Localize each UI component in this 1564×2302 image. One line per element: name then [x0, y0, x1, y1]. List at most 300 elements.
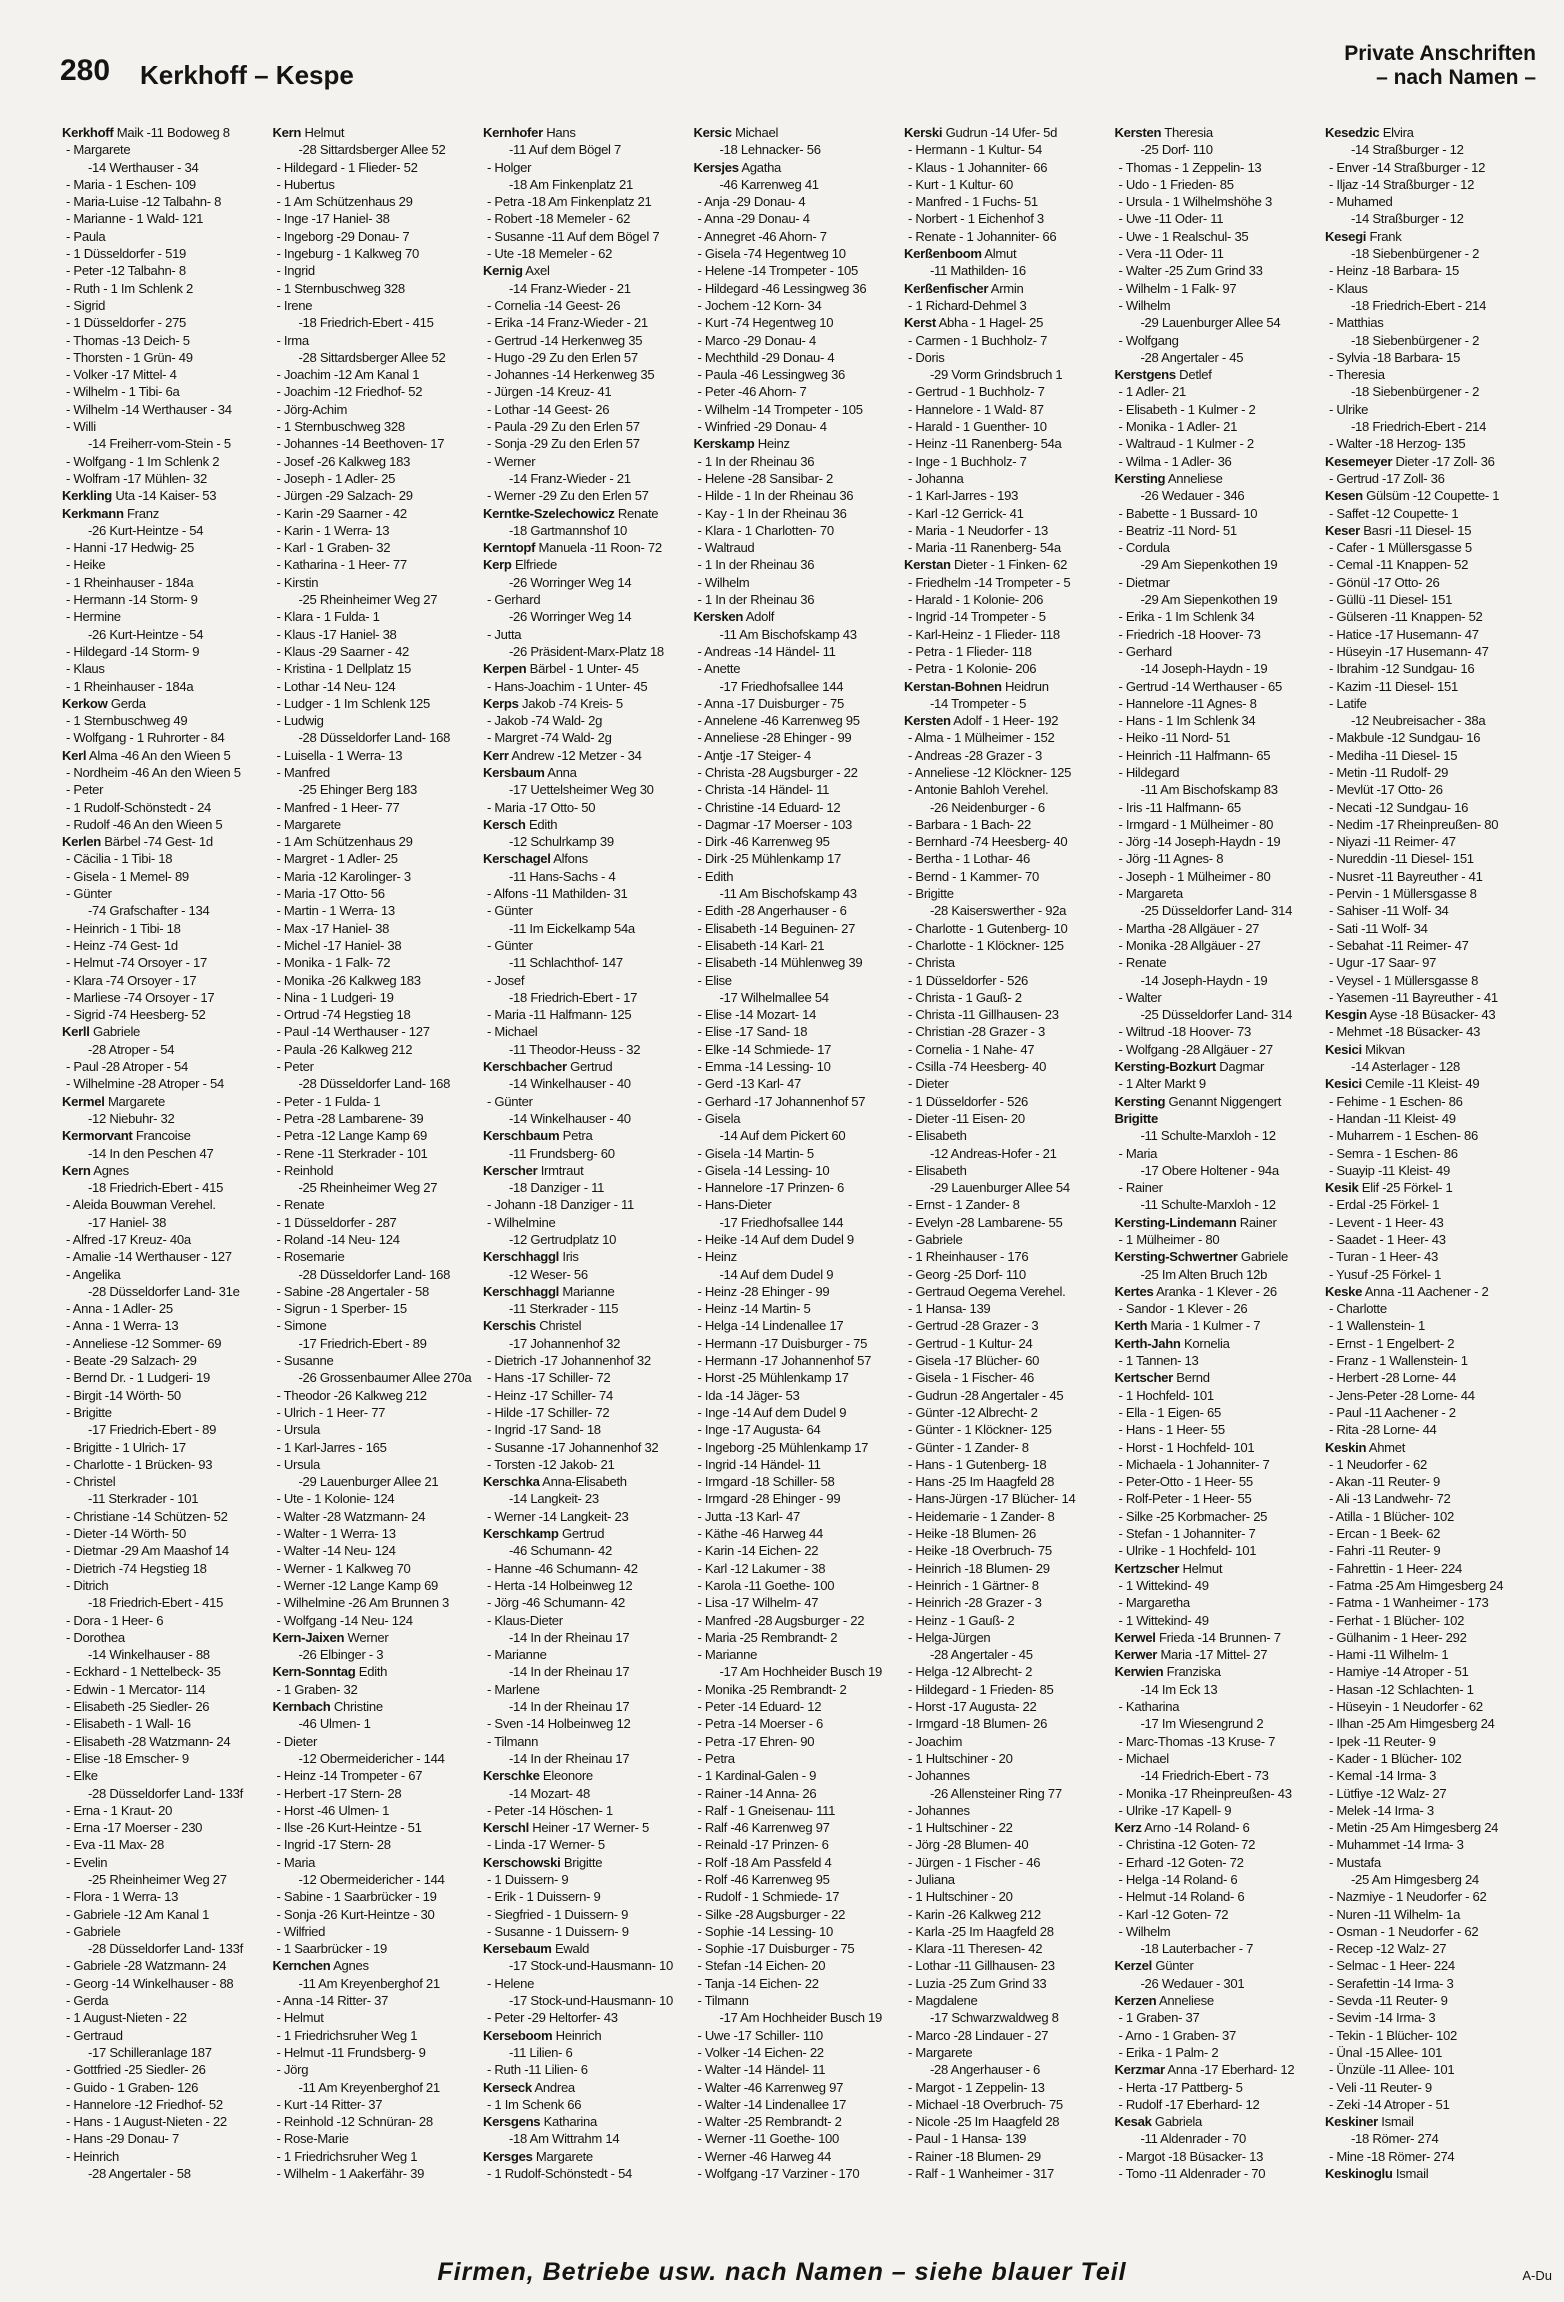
directory-entry: - Nusret -11 Bayreuther - 41 — [1329, 868, 1483, 884]
directory-entry: - Ibrahim -12 Sundgau- 16 — [1329, 661, 1475, 677]
directory-entry: -14 Franz-Wieder - 21 — [509, 470, 631, 486]
directory-entry: - Sonja -26 Kurt-Heintze - 30 — [276, 1906, 435, 1922]
surname: Kerschkamp — [483, 1526, 559, 1542]
directory-entry: - Hannelore -17 Prinzen- 6 — [697, 1180, 844, 1196]
directory-entry: -14 In der Rheinau 17 — [509, 1750, 630, 1766]
directory-entry: - Anneliese -12 Sommer- 69 — [66, 1335, 222, 1351]
directory-entry: - Petra -17 Ehren- 90 — [697, 1733, 815, 1749]
directory-entry: - Joachim -12 Friedhof- 52 — [276, 384, 423, 400]
directory-entry: - Hermann -14 Storm- 9 — [66, 592, 198, 608]
directory-entry: - Walter - 1 Werra- 13 — [276, 1526, 396, 1542]
directory-entry: - 1 Wallenstein- 1 — [1329, 1318, 1425, 1334]
directory-entry: -11 Aldenrader - 70 — [1140, 2131, 1246, 2147]
directory-entry: Kerkhoff Maik -11 Bodoweg 8 — [62, 125, 230, 140]
directory-entry: - Ernst - 1 Zander- 8 — [908, 1197, 1020, 1213]
directory-entry: -14 Franz-Wieder - 21 — [509, 280, 631, 296]
directory-entry: - Rita -28 Lorne- 44 — [1329, 1422, 1437, 1438]
directory-column — [1325, 124, 1535, 2184]
directory-entry: - 1 Sternbuschweg 49 — [66, 713, 188, 729]
surname: Kersting — [1114, 470, 1166, 486]
directory-entry: - Dieter -14 Wörth- 50 — [66, 1526, 187, 1542]
directory-entry — [904, 2182, 1114, 2184]
directory-entry: -29 Am Siepenkothen 19 — [1140, 592, 1278, 608]
surname: Kersting-Bozkurt — [1114, 1059, 1216, 1075]
surname: Brigitte — [1114, 1110, 1158, 1126]
directory-entry: - Maria -17 Otto- 50 — [487, 799, 596, 815]
surname: Kerkling — [62, 488, 112, 504]
directory-entry: - Paula — [66, 228, 106, 244]
directory-entry: - Sabine - 1 Saarbrücker - 19 — [276, 1889, 437, 1905]
directory-entry: - Irmgard -18 Blumen- 26 — [908, 1716, 1048, 1732]
directory-entry: - Erna -17 Moerser - 230 — [66, 1820, 203, 1836]
directory-entry: - Veli -11 Reuter- 9 — [1329, 2079, 1432, 2095]
directory-entry: -25 Rheinheimer Weg 27 — [88, 1871, 227, 1887]
directory-entry: - Heinz -18 Barbara- 15 — [1329, 263, 1459, 279]
directory-entry: -28 Angerhauser - 6 — [930, 2062, 1041, 2078]
directory-entry: - Dieter — [276, 1733, 318, 1749]
directory-entry: - Gönül -17 Otto- 26 — [1329, 574, 1440, 590]
directory-entry: - Tilmann — [487, 1733, 539, 1749]
directory-entry: - Inge -14 Auf dem Dudel 9 — [697, 1404, 847, 1420]
surname: Kerßenboom — [904, 246, 982, 262]
directory-entry: - Helene -28 Sansibar- 2 — [697, 470, 833, 486]
directory-entry: - Silke -25 Korbmacher- 25 — [1118, 1508, 1268, 1524]
directory-entry: -11 Am Kreyenberghof 21 — [298, 1975, 440, 1991]
directory-entry: - Werner - 1 Kalkweg 70 — [276, 1560, 411, 1576]
directory-entry: - Herbert -17 Stern- 28 — [276, 1785, 402, 1801]
directory-entry: - Peter -14 Eduard- 12 — [697, 1699, 822, 1715]
directory-entry: - Dirk -46 Karrenweg 95 — [697, 834, 830, 850]
directory-entry: - Wilhelmine -26 Am Brunnen 3 — [276, 1595, 450, 1611]
surname — [273, 2183, 313, 2184]
directory-entry: - Dirk -25 Mühlenkamp 17 — [697, 851, 841, 867]
directory-entry: -14 Auf dem Pickert 60 — [719, 1128, 846, 1144]
surname: Kerzmar — [1114, 2062, 1165, 2078]
directory-entry: - 1 Im Schenk 66 — [487, 2096, 582, 2112]
directory-entry: - Irmgard - 1 Mülheimer - 80 — [1118, 816, 1274, 832]
directory-entry: -11 Sterkrader - 115 — [509, 1301, 619, 1317]
directory-entry: Kerscher Irmtraut — [483, 1162, 584, 1178]
directory-entry: Kerst Abha - 1 Hagel- 25 — [904, 315, 1044, 331]
directory-entry: -18 Am Finkenplatz 21 — [509, 176, 633, 192]
directory-entry: - Georg -25 Dorf- 110 — [908, 1266, 1026, 1282]
directory-entry: - Josef — [487, 972, 525, 988]
directory-entry: - Melek -14 Irma- 3 — [1329, 1802, 1434, 1818]
directory-entry: - Ferhat - 1 Blücher- 102 — [1329, 1612, 1465, 1628]
directory-entry: - Elisabeth -28 Watzmann- 24 — [66, 1733, 231, 1749]
directory-entry: - Wilhelm - 1 Tibi- 6a — [66, 384, 180, 400]
directory-entry: - Hildegard - 1 Flieder- 52 — [276, 159, 418, 175]
directory-entry: - Ursula — [276, 1422, 320, 1438]
directory-entry: - Maria - 1 Eschen- 109 — [66, 176, 196, 192]
directory-entry: - Inge -17 Haniel- 38 — [276, 211, 390, 227]
directory-entry: - Paul -28 Atroper - 54 — [66, 1059, 188, 1075]
directory-entry: -14 Straßburger - 12 — [1351, 211, 1464, 227]
directory-entry: Kerschbacher Gertrud — [483, 1059, 613, 1075]
directory-entry: - Tomo -11 Aldenrader - 70 — [1118, 2166, 1266, 2182]
directory-entry: - Monika -28 Allgäuer - 27 — [1118, 937, 1261, 953]
directory-entry: - 1 Düsseldorfer - 287 — [276, 1214, 397, 1230]
directory-entry: - Brigitte - 1 Ulrich- 17 — [66, 1439, 186, 1455]
directory-entry: Kersch Edith — [483, 816, 558, 832]
directory-entry: - Hannelore -12 Friedhof- 52 — [66, 2096, 223, 2112]
directory-entry: -11 Hans-Sachs - 4 — [509, 868, 616, 884]
directory-entry: - Michael — [1118, 1750, 1169, 1766]
directory-entry: - Gülseren -11 Knappen- 52 — [1329, 609, 1483, 625]
surname: Kerschl — [483, 1820, 529, 1836]
surname: Kerseboom — [483, 2027, 553, 2043]
directory-entry: - Harald - 1 Guenther- 10 — [908, 419, 1047, 435]
surname: Keskin — [1325, 1439, 1367, 1455]
directory-entry: - Anna - 1 Adler- 25 — [66, 1301, 173, 1317]
directory-entry: Kersting Anneliese — [1114, 470, 1223, 486]
directory-entry: -17 Obere Holtener - 94a — [1140, 1162, 1279, 1178]
directory-entry: -18 Römer- 274 — [1351, 2131, 1439, 2147]
directory-entry: - Ulrike - 1 Hochfeld- 101 — [1118, 1543, 1257, 1559]
directory-entry: Kerßenboom Almut — [904, 246, 1017, 262]
directory-entry: -29 Lauenburger Allee 54 — [930, 1180, 1070, 1196]
directory-entry: - Ralf -46 Karrenweg 97 — [697, 1820, 830, 1836]
directory-entry: - Kurt -14 Ritter- 37 — [276, 2096, 383, 2112]
directory-entry: - Heinrich — [66, 2148, 120, 2164]
directory-entry: - Heinrich -28 Grazer - 3 — [908, 1595, 1042, 1611]
directory-entry: - Elisabeth -14 Karl- 21 — [697, 937, 825, 953]
directory-entry: -46 Schumann- 42 — [509, 1543, 612, 1559]
directory-entry: Kerschhaggl Marianne — [483, 1283, 615, 1299]
directory-entry: - Sabine -28 Angertaler - 58 — [276, 1283, 429, 1299]
directory-entry: - Elise — [697, 972, 732, 988]
surname: Kerwien — [1114, 1664, 1164, 1680]
directory-entry: Kermorvant Francoise — [62, 1128, 191, 1144]
directory-entry: Kesik Elif -25 Förkel- 1 — [1325, 1180, 1453, 1196]
directory-entry: - Maria -17 Otto- 56 — [276, 886, 385, 902]
directory-entry: - Hildegard -46 Lessingweg 36 — [697, 280, 867, 296]
directory-entry: - Susanne - 1 Duissern- 9 — [487, 1923, 629, 1939]
section-title — [1344, 42, 1536, 90]
directory-entry: -17 Am Hochheider Busch 19 — [719, 2010, 883, 2026]
surname: Kersgens — [483, 2114, 541, 2130]
directory-entry: - 1 Rheinhauser - 184a — [66, 574, 194, 590]
directory-entry: -17 Johannenhof 32 — [509, 1335, 621, 1351]
directory-entry: - Marianne - 1 Wald- 121 — [66, 211, 204, 227]
directory-entry: - Gertraud Oegema Verehel. — [908, 1283, 1066, 1299]
surname: Kerl — [62, 747, 87, 763]
directory-entry: - Tanja -14 Eichen- 22 — [697, 1975, 819, 1991]
directory-entry: Kerstan Dieter - 1 Finken- 62 — [904, 557, 1068, 573]
directory-entry: - Petra -14 Moerser - 6 — [697, 1716, 824, 1732]
directory-entry: -11 Schlachthof- 147 — [509, 955, 623, 971]
directory-entry: Kerntke-Szelechowicz Renate — [483, 505, 659, 521]
directory-column — [62, 124, 272, 2184]
directory-entry: - Mehmet -18 Büsacker- 43 — [1329, 1024, 1481, 1040]
directory-entry: - Jens-Peter -28 Lorne- 44 — [1329, 1387, 1475, 1403]
directory-entry: - Georg -14 Winkelhauser - 88 — [66, 1975, 234, 1991]
directory-entry: - Monika -17 Rheinpreußen- 43 — [1118, 1785, 1292, 1801]
directory-entry: -28 Sittardsberger Allee 52 — [298, 142, 446, 158]
directory-entry: -14 Auf dem Dudel 9 — [719, 1266, 834, 1282]
directory-entry: -18 Friedrich-Ebert - 17 — [509, 989, 638, 1005]
directory-entry: -17 Haniel- 38 — [88, 1214, 167, 1230]
directory-entry: - Michel -17 Haniel- 38 — [276, 937, 402, 953]
surname: Kerstan — [904, 557, 951, 573]
directory-entry: - Muharrem - 1 Eschen- 86 — [1329, 1128, 1478, 1144]
directory-entry: -17 Uettelsheimer Weg 30 — [509, 782, 654, 798]
surname: Kersting-Schwertner — [1114, 1249, 1238, 1265]
directory-entry: - Wilfried — [276, 1923, 326, 1939]
directory-entry: - Johannes -14 Beethoven- 17 — [276, 436, 445, 452]
directory-entry: - Nedim -17 Rheinpreußen- 80 — [1329, 816, 1499, 832]
directory-entry: - Ludger - 1 Im Schlenk 125 — [276, 695, 430, 711]
directory-entry: - Sati -11 Wolf- 34 — [1329, 920, 1428, 936]
directory-entry: - Margot - 1 Zeppelin- 13 — [908, 2079, 1045, 2095]
directory-entry: - Rolf-Peter - 1 Heer- 55 — [1118, 1491, 1252, 1507]
directory-entry: - Hermann -17 Johannenhof 57 — [697, 1353, 872, 1369]
directory-entry: - Rose-Marie — [276, 2131, 349, 2147]
directory-entry: -18 Friedrich-Ebert - 415 — [298, 315, 434, 331]
directory-entry: -14 Friedrich-Ebert - 73 — [1140, 1768, 1269, 1784]
directory-entry: - Peter -29 Heltorfer- 43 — [487, 2010, 618, 2026]
directory-entry: - Bernd - 1 Kammer- 70 — [908, 868, 1039, 884]
directory-entry: Kerpen Bärbel - 1 Unter- 45 — [483, 661, 639, 677]
directory-entry: - Irma — [276, 332, 309, 348]
directory-entry: - Helmut — [276, 2010, 324, 2026]
directory-entry: - Johannes -14 Herkenweg 35 — [487, 367, 655, 383]
directory-entry: - Volker -17 Mittel- 4 — [66, 367, 177, 383]
directory-entry: -25 Rheinheimer Weg 27 — [298, 1180, 438, 1196]
directory-entry: - 1 In der Rheinau 36 — [697, 453, 815, 469]
directory-entry: - Lothar -14 Neu- 124 — [276, 678, 396, 694]
directory-entry: - Winfried -29 Donau- 4 — [697, 419, 827, 435]
directory-entry: - Suayip -11 Kleist- 49 — [1329, 1162, 1450, 1178]
directory-entry: - Wilhelm -14 Trompeter - 105 — [697, 401, 863, 417]
directory-entry: Kernig Axel — [483, 263, 550, 279]
directory-entry: - Cornelia - 1 Nahe- 47 — [908, 1041, 1035, 1057]
directory-entry: - 1 Friedrichsruher Weg 1 — [276, 2027, 418, 2043]
surname: Kersch — [483, 816, 526, 832]
directory-entry: - Zeki -14 Atroper - 51 — [1329, 2096, 1450, 2112]
directory-entry: -12 Andreas-Hofer - 21 — [930, 1145, 1057, 1161]
directory-entry: Kersting-Bozkurt Dagmar — [1114, 1059, 1265, 1075]
directory-entry: -18 Am Wittrahm 14 — [509, 2131, 620, 2147]
directory-entry: Kerseboom Heinrich — [483, 2027, 602, 2043]
directory-entry: Kesemeyer Dieter -17 Zoll- 36 — [1325, 453, 1495, 469]
page-number: 280 — [60, 54, 111, 87]
directory-entry: - Heike -18 Blumen- 26 — [908, 1526, 1037, 1542]
directory-entry: - Bertha - 1 Lothar- 46 — [908, 851, 1030, 867]
directory-entry: - Wilhelm -14 Werthauser - 34 — [66, 401, 232, 417]
directory-entry: - Petra - 1 Flieder- 118 — [908, 643, 1032, 659]
directory-entry: - Paula -46 Lessingweg 36 — [697, 367, 846, 383]
directory-entry: - Ditrich — [66, 1577, 109, 1593]
directory-entry: - Anna - 1 Werra- 13 — [66, 1318, 179, 1334]
directory-entry: - Monika -25 Rembrandt- 2 — [697, 1681, 847, 1697]
surname: Kerntke-Szelechowicz — [483, 505, 615, 521]
directory-entry: Kerschagel Alfons — [483, 851, 588, 867]
directory-entry: Kerschl Heiner -17 Werner- 5 — [483, 1820, 650, 1836]
directory-entry: - Gisela - 1 Fischer- 46 — [908, 1370, 1034, 1386]
directory-entry: - Margret -74 Wald- 2g — [487, 730, 612, 746]
surname: Kerps — [483, 695, 519, 711]
directory-entry: - Hilde -17 Schiller- 72 — [487, 1404, 610, 1420]
directory-entry: - Hildegard -14 Storm- 9 — [66, 643, 200, 659]
directory-entry: - Günter — [487, 937, 533, 953]
directory-entry: - Nicole -25 Im Haagfeld 28 — [908, 2114, 1060, 2130]
directory-entry: - Franz - 1 Wallenstein- 1 — [1329, 1353, 1468, 1369]
directory-entry: - 1 Hultschiner - 20 — [908, 1889, 1013, 1905]
directory-entry: - Recep -12 Walz- 27 — [1329, 1941, 1447, 1957]
directory-entry: Kersges Margarete — [483, 2148, 593, 2164]
directory-entry: - Hamiye -14 Atroper - 51 — [1329, 1664, 1469, 1680]
directory-entry: - Angelika — [66, 1266, 121, 1282]
surname: Kerschke — [483, 1768, 540, 1784]
directory-entry: - Johannes — [908, 1802, 970, 1818]
directory-entry: -14 Mozart- 48 — [509, 1785, 590, 1801]
directory-entry: -26 Präsident-Marx-Platz 18 — [509, 643, 664, 659]
directory-entry: - Muhammet -14 Irma- 3 — [1329, 1837, 1464, 1853]
surname: Kerwel — [1114, 1629, 1156, 1645]
directory-entry: -28 Düsseldorfer Land- 133f — [88, 1785, 243, 1801]
directory-entry: Kernhofer Hans — [483, 125, 576, 140]
directory-entry: - Sonja -29 Zu den Erlen 57 — [487, 436, 640, 452]
directory-entry: - Walter — [1118, 989, 1162, 1005]
directory-entry: -17 Wilhelmallee 54 — [719, 989, 829, 1005]
surname: Kerpen — [483, 661, 527, 677]
directory-entry: - Christian -28 Grazer - 3 — [908, 1024, 1045, 1040]
directory-entry: - Erika -14 Franz-Wieder - 21 — [487, 315, 648, 331]
directory-entry: - Fahrettin - 1 Heer- 224 — [1329, 1560, 1462, 1576]
directory-entry: - Rolf -18 Am Passfeld 4 — [697, 1854, 832, 1870]
directory-entry: - Elisabeth — [908, 1162, 967, 1178]
directory-entry: - Klaus — [66, 661, 105, 677]
directory-entry: - Ludwig — [276, 713, 324, 729]
directory-entry: Kerps Jakob -74 Kreis- 5 — [483, 695, 623, 711]
directory-entry: -11 Mathilden- 16 — [930, 263, 1026, 279]
directory-entry: - Gabriele — [66, 1923, 121, 1939]
directory-entry: - Hami -11 Wilhelm- 1 — [1329, 1647, 1449, 1663]
directory-entry: - 1 Düsseldorfer - 526 — [908, 1093, 1029, 1109]
directory-entry: - Karl-Heinz - 1 Flieder- 118 — [908, 626, 1060, 642]
directory-entry: Kersebaum Ewald — [483, 1941, 590, 1957]
directory-entry: - Christa - 1 Gauß- 2 — [908, 989, 1022, 1005]
directory-entry: - Gisela - 1 Memel- 89 — [66, 868, 189, 884]
directory-entry: - Petra -28 Lambarene- 39 — [276, 1110, 424, 1126]
directory-entry: - Heinz - 1 Gauß- 2 — [908, 1612, 1015, 1628]
directory-entry: -14 Joseph-Haydn - 19 — [1140, 972, 1268, 988]
directory-entry: - Elisabeth - 1 Kulmer - 2 — [1118, 401, 1256, 417]
directory-entry: - Elise -17 Sand- 18 — [697, 1024, 808, 1040]
directory-entry: -12 Neubreisacher - 38a — [1351, 713, 1486, 729]
directory-entry: -18 Danziger - 11 — [509, 1180, 605, 1196]
surname: Kerth — [1114, 1318, 1148, 1334]
directory-entry: - Charlotte — [1329, 1301, 1387, 1317]
directory-entry: - Wolfgang - 1 Ruhrorter - 84 — [66, 730, 225, 746]
directory-entry: -18 Gartmannshof 10 — [509, 522, 628, 538]
directory-entry: -25 Düsseldorfer Land- 314 — [1140, 1007, 1293, 1023]
directory-entry: - Susanne -11 Auf dem Bögel 7 — [487, 228, 660, 244]
directory-entry: -17 Stock-und-Hausmann- 10 — [509, 1993, 673, 2009]
directory-entry: Kerz Arno -14 Roland- 6 — [1114, 1820, 1250, 1836]
directory-entry: - Jürgen - 1 Fischer - 46 — [908, 1854, 1041, 1870]
directory-entry: - Anna -14 Ritter- 37 — [276, 1993, 389, 2009]
directory-column — [273, 124, 483, 2184]
directory-entry: - Martha -28 Allgäuer - 27 — [1118, 920, 1260, 936]
directory-entry: - Gabriele — [908, 1232, 963, 1247]
directory-entry: - 1 Hultschiner - 22 — [908, 1820, 1013, 1836]
directory-entry: - Dietmar -29 Am Maashof 14 — [66, 1543, 229, 1559]
directory-entry: - Petra -18 Am Finkenplatz 21 — [487, 194, 652, 210]
directory-entry: - Helene -14 Trompeter - 105 — [697, 263, 858, 279]
directory-entry: - Levent - 1 Heer- 43 — [1329, 1214, 1444, 1230]
directory-entry: - Josef -26 Kalkweg 183 — [276, 453, 411, 469]
directory-entry: -14 Winkelhauser - 40 — [509, 1110, 631, 1126]
directory-entry: - Ingrid -17 Sand- 18 — [487, 1422, 601, 1438]
directory-entry: - Linda -17 Werner- 5 — [487, 1837, 605, 1853]
directory-entry: -14 Langkeit- 23 — [509, 1491, 599, 1507]
directory-entry: - Ralf - 1 Gneisenau- 111 — [697, 1802, 836, 1818]
directory-entry: - 1 Rheinhauser - 184a — [66, 678, 194, 694]
directory-entry: - Werner -29 Zu den Erlen 57 — [487, 488, 649, 504]
directory-entry: - Jörg -46 Schumann- 42 — [487, 1595, 625, 1611]
directory-entry: -14 Winkelhauser - 88 — [88, 1647, 210, 1663]
directory-entry: -12 Obermeidericher - 144 — [298, 1871, 445, 1887]
directory-entry: - Karin -29 Saarner - 42 — [276, 505, 407, 521]
directory-entry: - Michael — [487, 1024, 538, 1040]
directory-entry: - Marco -28 Lindauer - 27 — [908, 2027, 1049, 2043]
directory-entry: - Manfred — [276, 764, 330, 780]
surname: Keske — [1325, 1283, 1363, 1299]
directory-entry: - 1 In der Rheinau 36 — [697, 592, 815, 608]
directory-entry — [1115, 2182, 1325, 2184]
directory-entry: Kersic Michael — [693, 125, 779, 140]
directory-entry: Kerth Maria - 1 Kulmer - 7 — [1114, 1318, 1261, 1334]
directory-entry: -14 In der Rheinau 17 — [509, 1699, 630, 1715]
directory-entry: - Heidemarie - 1 Zander- 8 — [908, 1508, 1055, 1524]
directory-entry: - 1 Rheinhauser - 176 — [908, 1249, 1029, 1265]
directory-entry: - Peter -46 Ahorn- 7 — [697, 384, 807, 400]
directory-entry: - Elke -14 Schmiede- 17 — [697, 1041, 832, 1057]
directory-entry: Kersting-Lindemann Rainer — [1114, 1214, 1277, 1230]
directory-entry: - Dietrich -17 Johannenhof 32 — [487, 1353, 651, 1369]
directory-entry: - Maria-Luise -12 Talbahn- 8 — [66, 194, 222, 210]
directory-entry: - Silke -28 Augsburger - 22 — [697, 1906, 846, 1922]
directory-entry: - Sebahat -11 Reimer- 47 — [1329, 937, 1469, 953]
directory-entry: -14 Straßburger - 12 — [1351, 142, 1464, 158]
directory-entry: - Mustafa — [1329, 1854, 1381, 1870]
directory-entry: - Gertrud -28 Grazer - 3 — [908, 1318, 1039, 1334]
directory-entry: - Heinrich -18 Blumen- 29 — [908, 1560, 1050, 1576]
directory-entry: - Ernst - 1 Engelbert- 2 — [1329, 1335, 1455, 1351]
directory-entry: - 1 August-Nieten - 22 — [66, 2010, 187, 2026]
directory-entry: - Ilhan -25 Am Himgesberg 24 — [1329, 1716, 1495, 1732]
directory-entry: - Jakob -74 Wald- 2g — [487, 713, 603, 729]
directory-entry: - Arno - 1 Graben- 37 — [1118, 2027, 1236, 2043]
directory-entry: - Heike -14 Auf dem Dudel 9 — [697, 1232, 854, 1247]
directory-entry: - Maria -12 Karolinger- 3 — [276, 868, 411, 884]
directory-entry: Kersten Adolf - 1 Heer- 192 — [904, 713, 1059, 729]
directory-entry: -17 Friedrich-Ebert - 89 — [298, 1335, 427, 1351]
directory-entry: - Klaus -17 Haniel- 38 — [276, 626, 397, 642]
directory-entry: Kerßenfischer Armin — [904, 280, 1024, 296]
directory-entry: - Gisela -14 Martin- 5 — [697, 1145, 814, 1161]
directory-entry: - Barbara - 1 Bach- 22 — [908, 816, 1031, 832]
directory-entry: - Mechthild -29 Donau- 4 — [697, 349, 835, 365]
directory-entry: - Makbule -12 Sundgau- 16 — [1329, 730, 1481, 746]
surname: Keskiner — [1325, 2114, 1378, 2130]
directory-entry: -18 Siebenbürgener - 2 — [1351, 384, 1480, 400]
directory-entry: - Hans - 1 Heer- 55 — [1118, 1422, 1225, 1438]
directory-entry: - Käthe -46 Harweg 44 — [697, 1526, 823, 1542]
directory-entry: - Rene -11 Sterkrader - 101 — [276, 1145, 428, 1161]
